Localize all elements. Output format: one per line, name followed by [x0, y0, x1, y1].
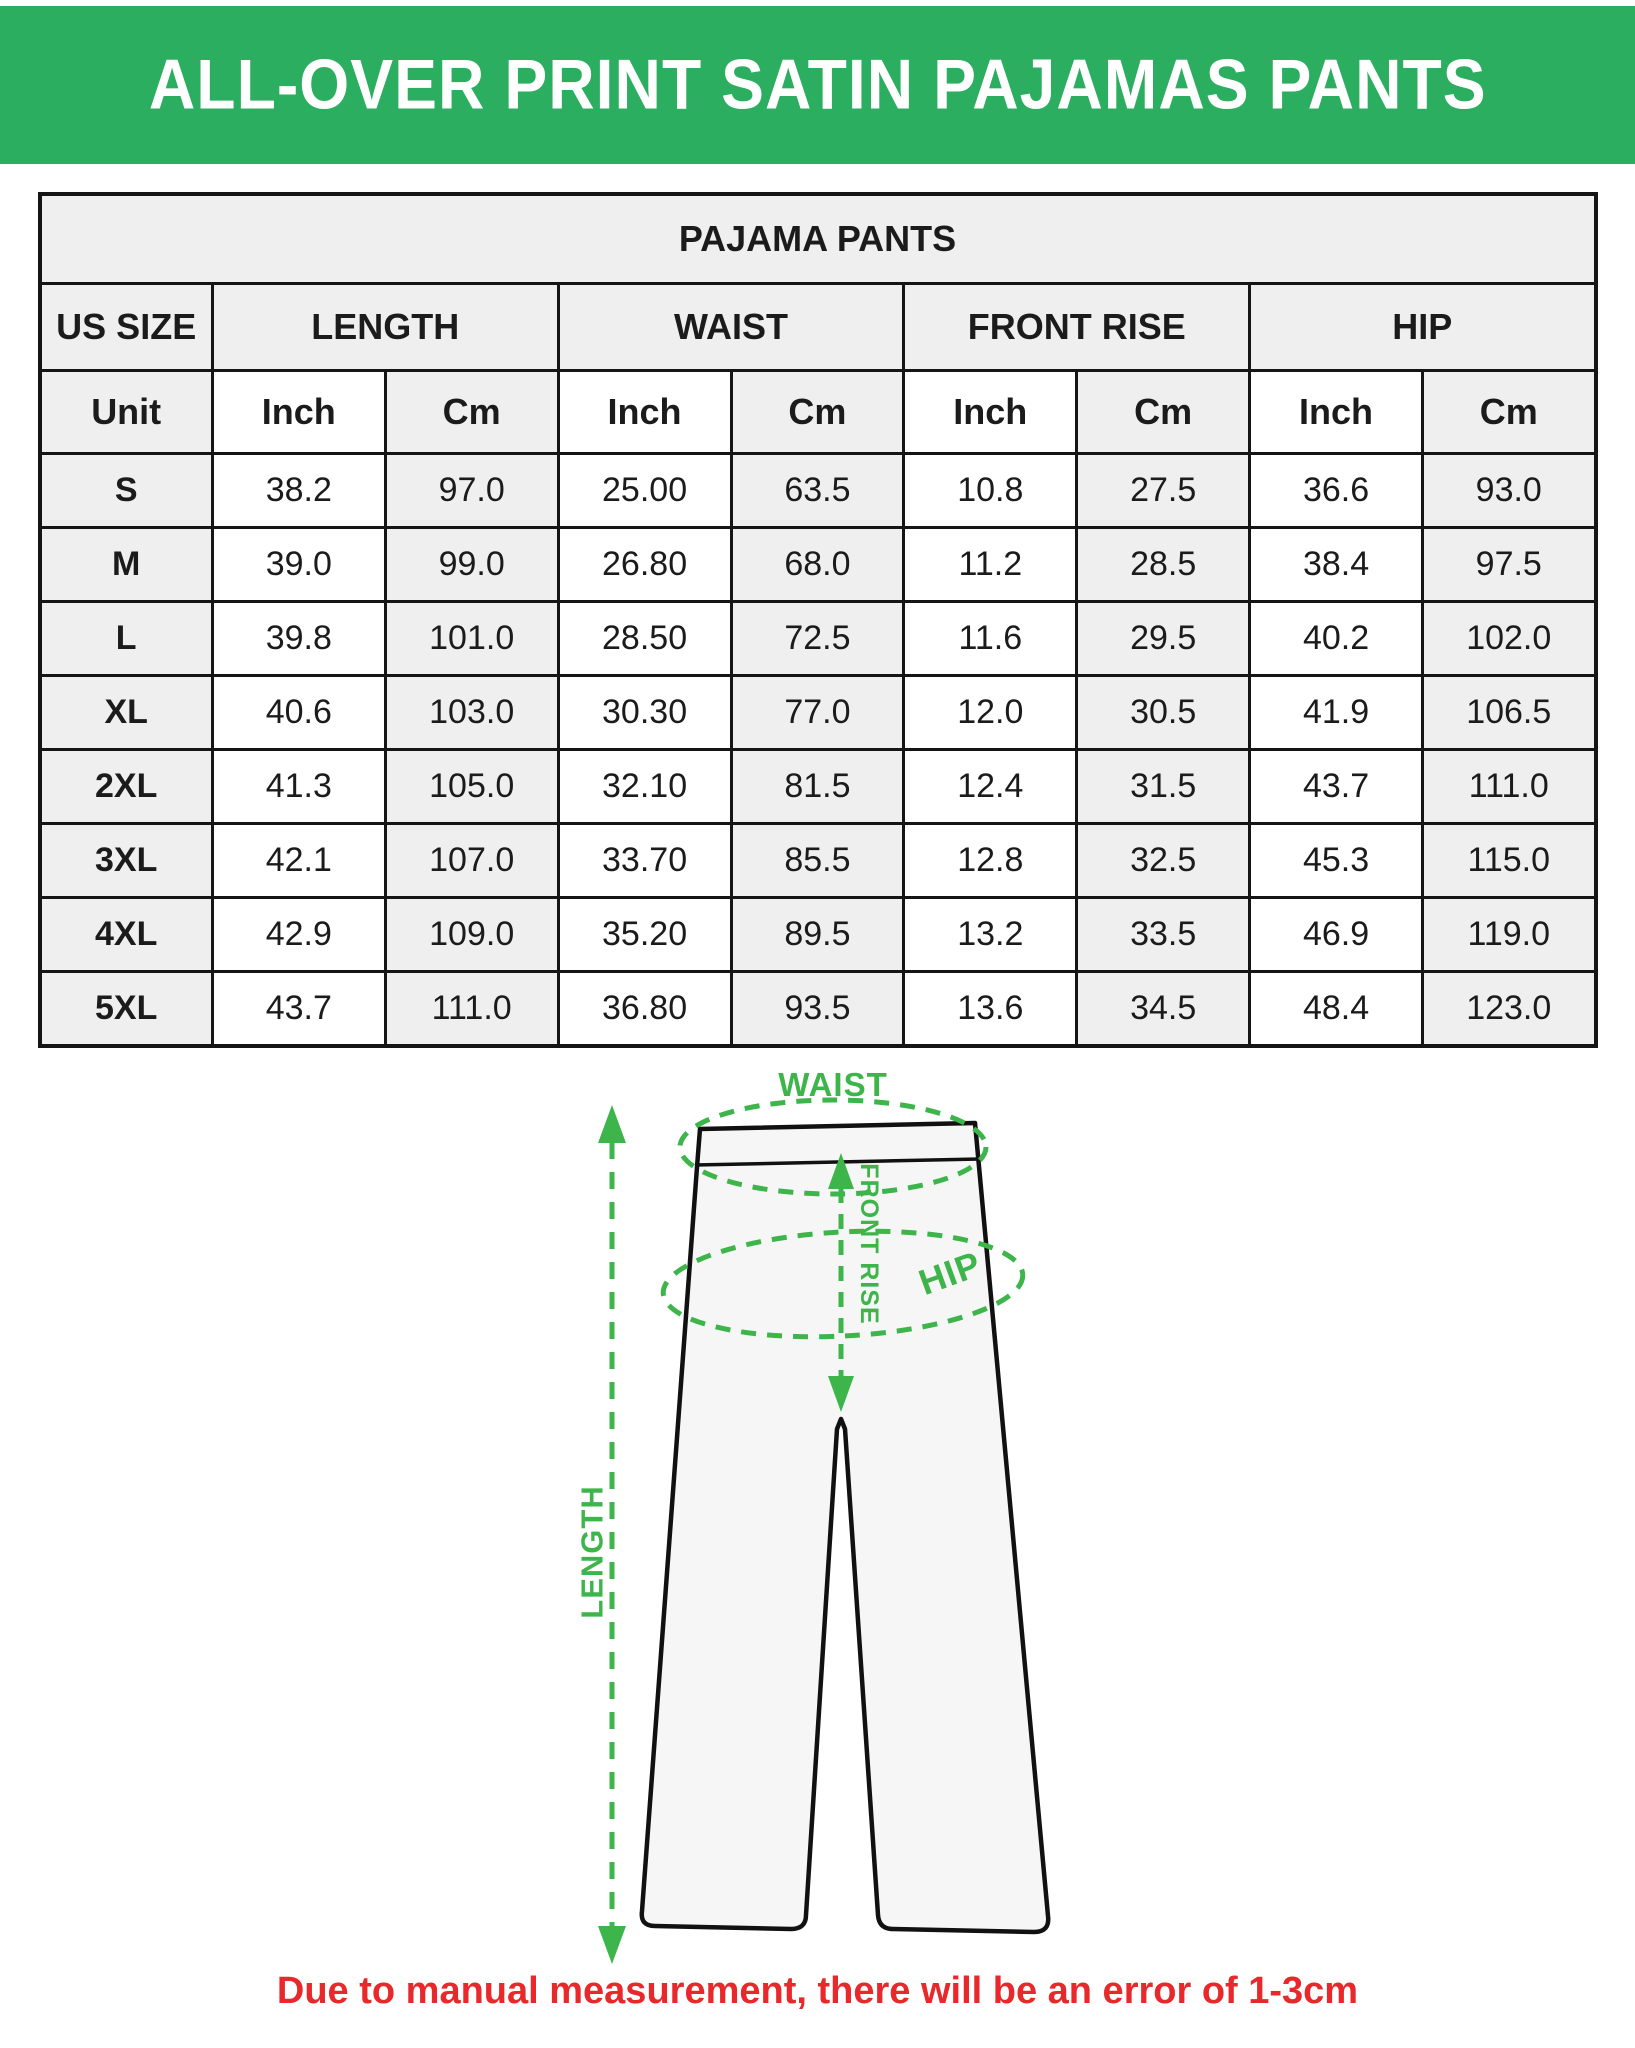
value-cell: 38.4 — [1250, 528, 1423, 602]
page-title: ALL-OVER PRINT SATIN PAJAMAS PANTS — [148, 45, 1487, 125]
unit-header-cell: Inch — [212, 371, 385, 454]
value-cell: 45.3 — [1250, 824, 1423, 898]
value-cell: 111.0 — [1423, 750, 1596, 824]
value-cell: 13.6 — [904, 972, 1077, 1047]
value-cell: 28.50 — [558, 602, 731, 676]
value-cell: 38.2 — [212, 454, 385, 528]
title-banner — [0, 6, 1635, 164]
measurement-disclaimer: Due to manual measurement, there will be an error of 1-3cm — [276, 1970, 1359, 2012]
waist-label: WAIST — [778, 1066, 888, 1103]
value-cell: 10.8 — [904, 454, 1077, 528]
value-cell: 30.5 — [1077, 676, 1250, 750]
value-cell: 123.0 — [1423, 972, 1596, 1047]
value-cell: 12.4 — [904, 750, 1077, 824]
value-cell: 11.6 — [904, 602, 1077, 676]
table-row — [40, 454, 1596, 528]
value-cell: 41.9 — [1250, 676, 1423, 750]
value-cell: 105.0 — [385, 750, 558, 824]
value-cell: 85.5 — [731, 824, 904, 898]
value-cell: 68.0 — [731, 528, 904, 602]
value-cell: 27.5 — [1077, 454, 1250, 528]
value-cell: 30.30 — [558, 676, 731, 750]
value-cell: 35.20 — [558, 898, 731, 972]
value-cell: 119.0 — [1423, 898, 1596, 972]
value-cell: 36.6 — [1250, 454, 1423, 528]
value-cell: 99.0 — [385, 528, 558, 602]
value-cell: 29.5 — [1077, 602, 1250, 676]
value-cell: 72.5 — [731, 602, 904, 676]
size-cell: M — [40, 528, 213, 602]
value-cell: 107.0 — [385, 824, 558, 898]
value-cell: 101.0 — [385, 602, 558, 676]
value-cell: 102.0 — [1423, 602, 1596, 676]
value-cell: 109.0 — [385, 898, 558, 972]
table-row — [40, 528, 1596, 602]
value-cell: 48.4 — [1250, 972, 1423, 1047]
value-cell: 43.7 — [212, 972, 385, 1047]
value-cell: 93.0 — [1423, 454, 1596, 528]
table-row — [40, 602, 1596, 676]
group-header-cell: WAIST — [558, 284, 904, 371]
pants-diagram-svg — [0, 1048, 1635, 2048]
length-arrow-down-icon — [598, 1926, 626, 1964]
unit-header-cell: Cm — [731, 371, 904, 454]
value-cell: 63.5 — [731, 454, 904, 528]
unit-header-cell: Cm — [1423, 371, 1596, 454]
size-chart-wrapper — [38, 192, 1598, 1048]
value-cell: 111.0 — [385, 972, 558, 1047]
table-row — [40, 898, 1596, 972]
table-row — [40, 824, 1596, 898]
pants-measurement-diagram — [0, 1048, 1635, 2048]
value-cell: 28.5 — [1077, 528, 1250, 602]
table-row — [40, 750, 1596, 824]
table-title-cell: PAJAMA PANTS — [40, 194, 1596, 284]
unit-header-cell: Inch — [558, 371, 731, 454]
value-cell: 13.2 — [904, 898, 1077, 972]
value-cell: 40.2 — [1250, 602, 1423, 676]
us-size-header-cell: US SIZE — [40, 284, 213, 371]
value-cell: 26.80 — [558, 528, 731, 602]
value-cell: 115.0 — [1423, 824, 1596, 898]
length-label: LENGTH — [574, 1485, 610, 1619]
group-header-cell: FRONT RISE — [904, 284, 1250, 371]
size-cell: 4XL — [40, 898, 213, 972]
size-cell: 5XL — [40, 972, 213, 1047]
size-cell: S — [40, 454, 213, 528]
value-cell: 97.0 — [385, 454, 558, 528]
value-cell: 12.0 — [904, 676, 1077, 750]
hip-label: HIP — [913, 1242, 987, 1304]
value-cell: 42.1 — [212, 824, 385, 898]
size-chart-table — [38, 192, 1598, 1048]
size-cell: 2XL — [40, 750, 213, 824]
size-cell: L — [40, 602, 213, 676]
value-cell: 34.5 — [1077, 972, 1250, 1047]
value-cell: 93.5 — [731, 972, 904, 1047]
length-arrow-up-icon — [598, 1105, 626, 1143]
value-cell: 97.5 — [1423, 528, 1596, 602]
value-cell: 46.9 — [1250, 898, 1423, 972]
value-cell: 103.0 — [385, 676, 558, 750]
value-cell: 25.00 — [558, 454, 731, 528]
size-cell: 3XL — [40, 824, 213, 898]
value-cell: 40.6 — [212, 676, 385, 750]
unit-header-cell: Cm — [385, 371, 558, 454]
value-cell: 33.70 — [558, 824, 731, 898]
value-cell: 41.3 — [212, 750, 385, 824]
value-cell: 77.0 — [731, 676, 904, 750]
value-cell: 81.5 — [731, 750, 904, 824]
unit-header-cell: Cm — [1077, 371, 1250, 454]
value-cell: 36.80 — [558, 972, 731, 1047]
value-cell: 12.8 — [904, 824, 1077, 898]
value-cell: 89.5 — [731, 898, 904, 972]
value-cell: 39.0 — [212, 528, 385, 602]
value-cell: 33.5 — [1077, 898, 1250, 972]
size-cell: XL — [40, 676, 213, 750]
group-header-cell: HIP — [1250, 284, 1596, 371]
value-cell: 39.8 — [212, 602, 385, 676]
value-cell: 42.9 — [212, 898, 385, 972]
value-cell: 31.5 — [1077, 750, 1250, 824]
value-cell: 32.10 — [558, 750, 731, 824]
value-cell: 43.7 — [1250, 750, 1423, 824]
value-cell: 11.2 — [904, 528, 1077, 602]
unit-label-cell: Unit — [40, 371, 213, 454]
unit-header-cell: Inch — [904, 371, 1077, 454]
front-rise-label: FRONT RISE — [855, 1163, 883, 1325]
table-row — [40, 676, 1596, 750]
value-cell: 106.5 — [1423, 676, 1596, 750]
group-header-cell: LENGTH — [212, 284, 558, 371]
value-cell: 32.5 — [1077, 824, 1250, 898]
unit-header-cell: Inch — [1250, 371, 1423, 454]
table-row — [40, 972, 1596, 1047]
